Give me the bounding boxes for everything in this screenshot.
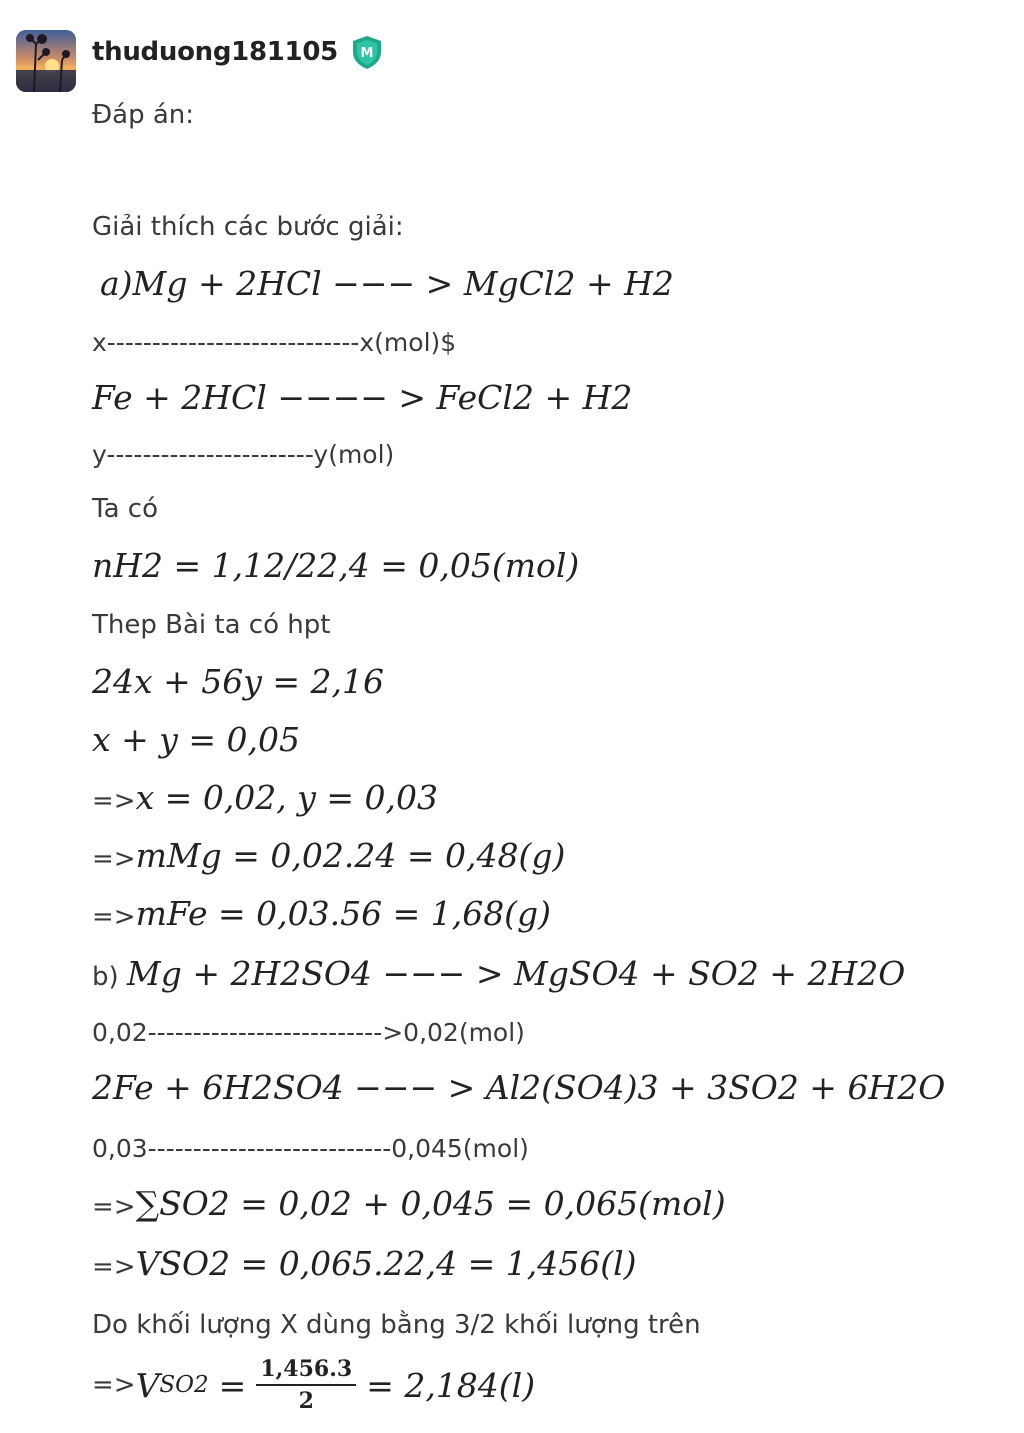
avatar-image xyxy=(16,30,76,92)
theo-bai-text: Thep Bài ta có hpt xyxy=(92,610,331,640)
do-khoi-luong-text: Do khối lượng X dùng bằng 3/2 khối lượng trên xyxy=(92,1310,701,1340)
final-lhs: V xyxy=(135,1365,160,1405)
mole-ratio-003: 0,03---------------------------0,045(mol) xyxy=(92,1134,529,1163)
final-volume xyxy=(92,1356,535,1414)
sum-so2-value: ∑SO2 = 0,02 + 0,045 = 0,065(mol) xyxy=(135,1184,726,1223)
equation-mg-h2so4 xyxy=(92,954,905,993)
solution-xy xyxy=(92,778,438,817)
volume-so2-prefix: => xyxy=(92,1252,136,1282)
final-fraction-numerator: 1,456.3 xyxy=(256,1356,356,1386)
sum-so2-prefix: => xyxy=(92,1192,136,1222)
avatar[interactable] xyxy=(16,30,76,92)
mole-ratio-002: 0,02-------------------------->0,02(mol) xyxy=(92,1018,525,1047)
mass-mg-prefix: => xyxy=(92,844,136,874)
final-fraction-denominator: 2 xyxy=(298,1388,314,1414)
final-lhs-subscript: SO2 xyxy=(159,1372,209,1398)
mass-fe-value: mFe = 0,03.56 = 1,68(g) xyxy=(135,894,552,933)
ta-co-text: Ta có xyxy=(92,494,158,524)
mass-mg-value: mMg = 0,02.24 = 0,48(g) xyxy=(135,836,566,875)
answer-label: Đáp án: xyxy=(92,100,195,130)
mass-fe xyxy=(92,894,551,933)
final-fraction xyxy=(256,1356,356,1414)
final-equals: = xyxy=(218,1365,247,1405)
final-rhs: = 2,184(l) xyxy=(366,1365,536,1405)
mole-ratio-x: x----------------------------x(mol)$ xyxy=(92,328,457,357)
solution-values: x = 0,02, y = 0,03 xyxy=(135,778,439,817)
final-prefix: => xyxy=(92,1370,136,1400)
sum-so2 xyxy=(92,1184,726,1223)
system-equation-1: 24x + 56y = 2,16 xyxy=(92,662,384,701)
author-row xyxy=(92,30,384,74)
system-equation-2: x + y = 0,05 xyxy=(92,720,300,759)
nh2-calculation: nH2 = 1,12/22,4 = 0,05(mol) xyxy=(92,546,580,585)
solution-prefix: => xyxy=(92,786,136,816)
equation-fe-h2so4: 2Fe + 6H2SO4 −−− > Al2(SO4)3 + 3SO2 + 6H2O xyxy=(92,1068,946,1107)
equation-fe-hcl: Fe + 2HCl −−−− > FeCl2 + H2 xyxy=(92,378,633,417)
mass-mg xyxy=(92,836,565,875)
volume-so2-value: VSO2 = 0,065.22,4 = 1,456(l) xyxy=(135,1244,637,1283)
mass-fe-prefix: => xyxy=(92,902,136,932)
equation-mg-hcl: a)Mg + 2HCl −−− > MgCl2 + H2 xyxy=(100,264,674,303)
explanation-label: Giải thích các bước giải: xyxy=(92,212,404,242)
mole-ratio-y: y-----------------------y(mol) xyxy=(92,440,395,469)
equation-mg-h2so4-text: Mg + 2H2SO4 −−− > MgSO4 + SO2 + 2H2O xyxy=(126,954,906,993)
part-b-prefix: b) xyxy=(92,962,127,992)
volume-so2 xyxy=(92,1244,637,1283)
author-username[interactable]: thuduong181105 xyxy=(92,37,338,67)
badge-letter: M xyxy=(360,46,374,61)
moderator-shield-icon xyxy=(350,34,384,70)
